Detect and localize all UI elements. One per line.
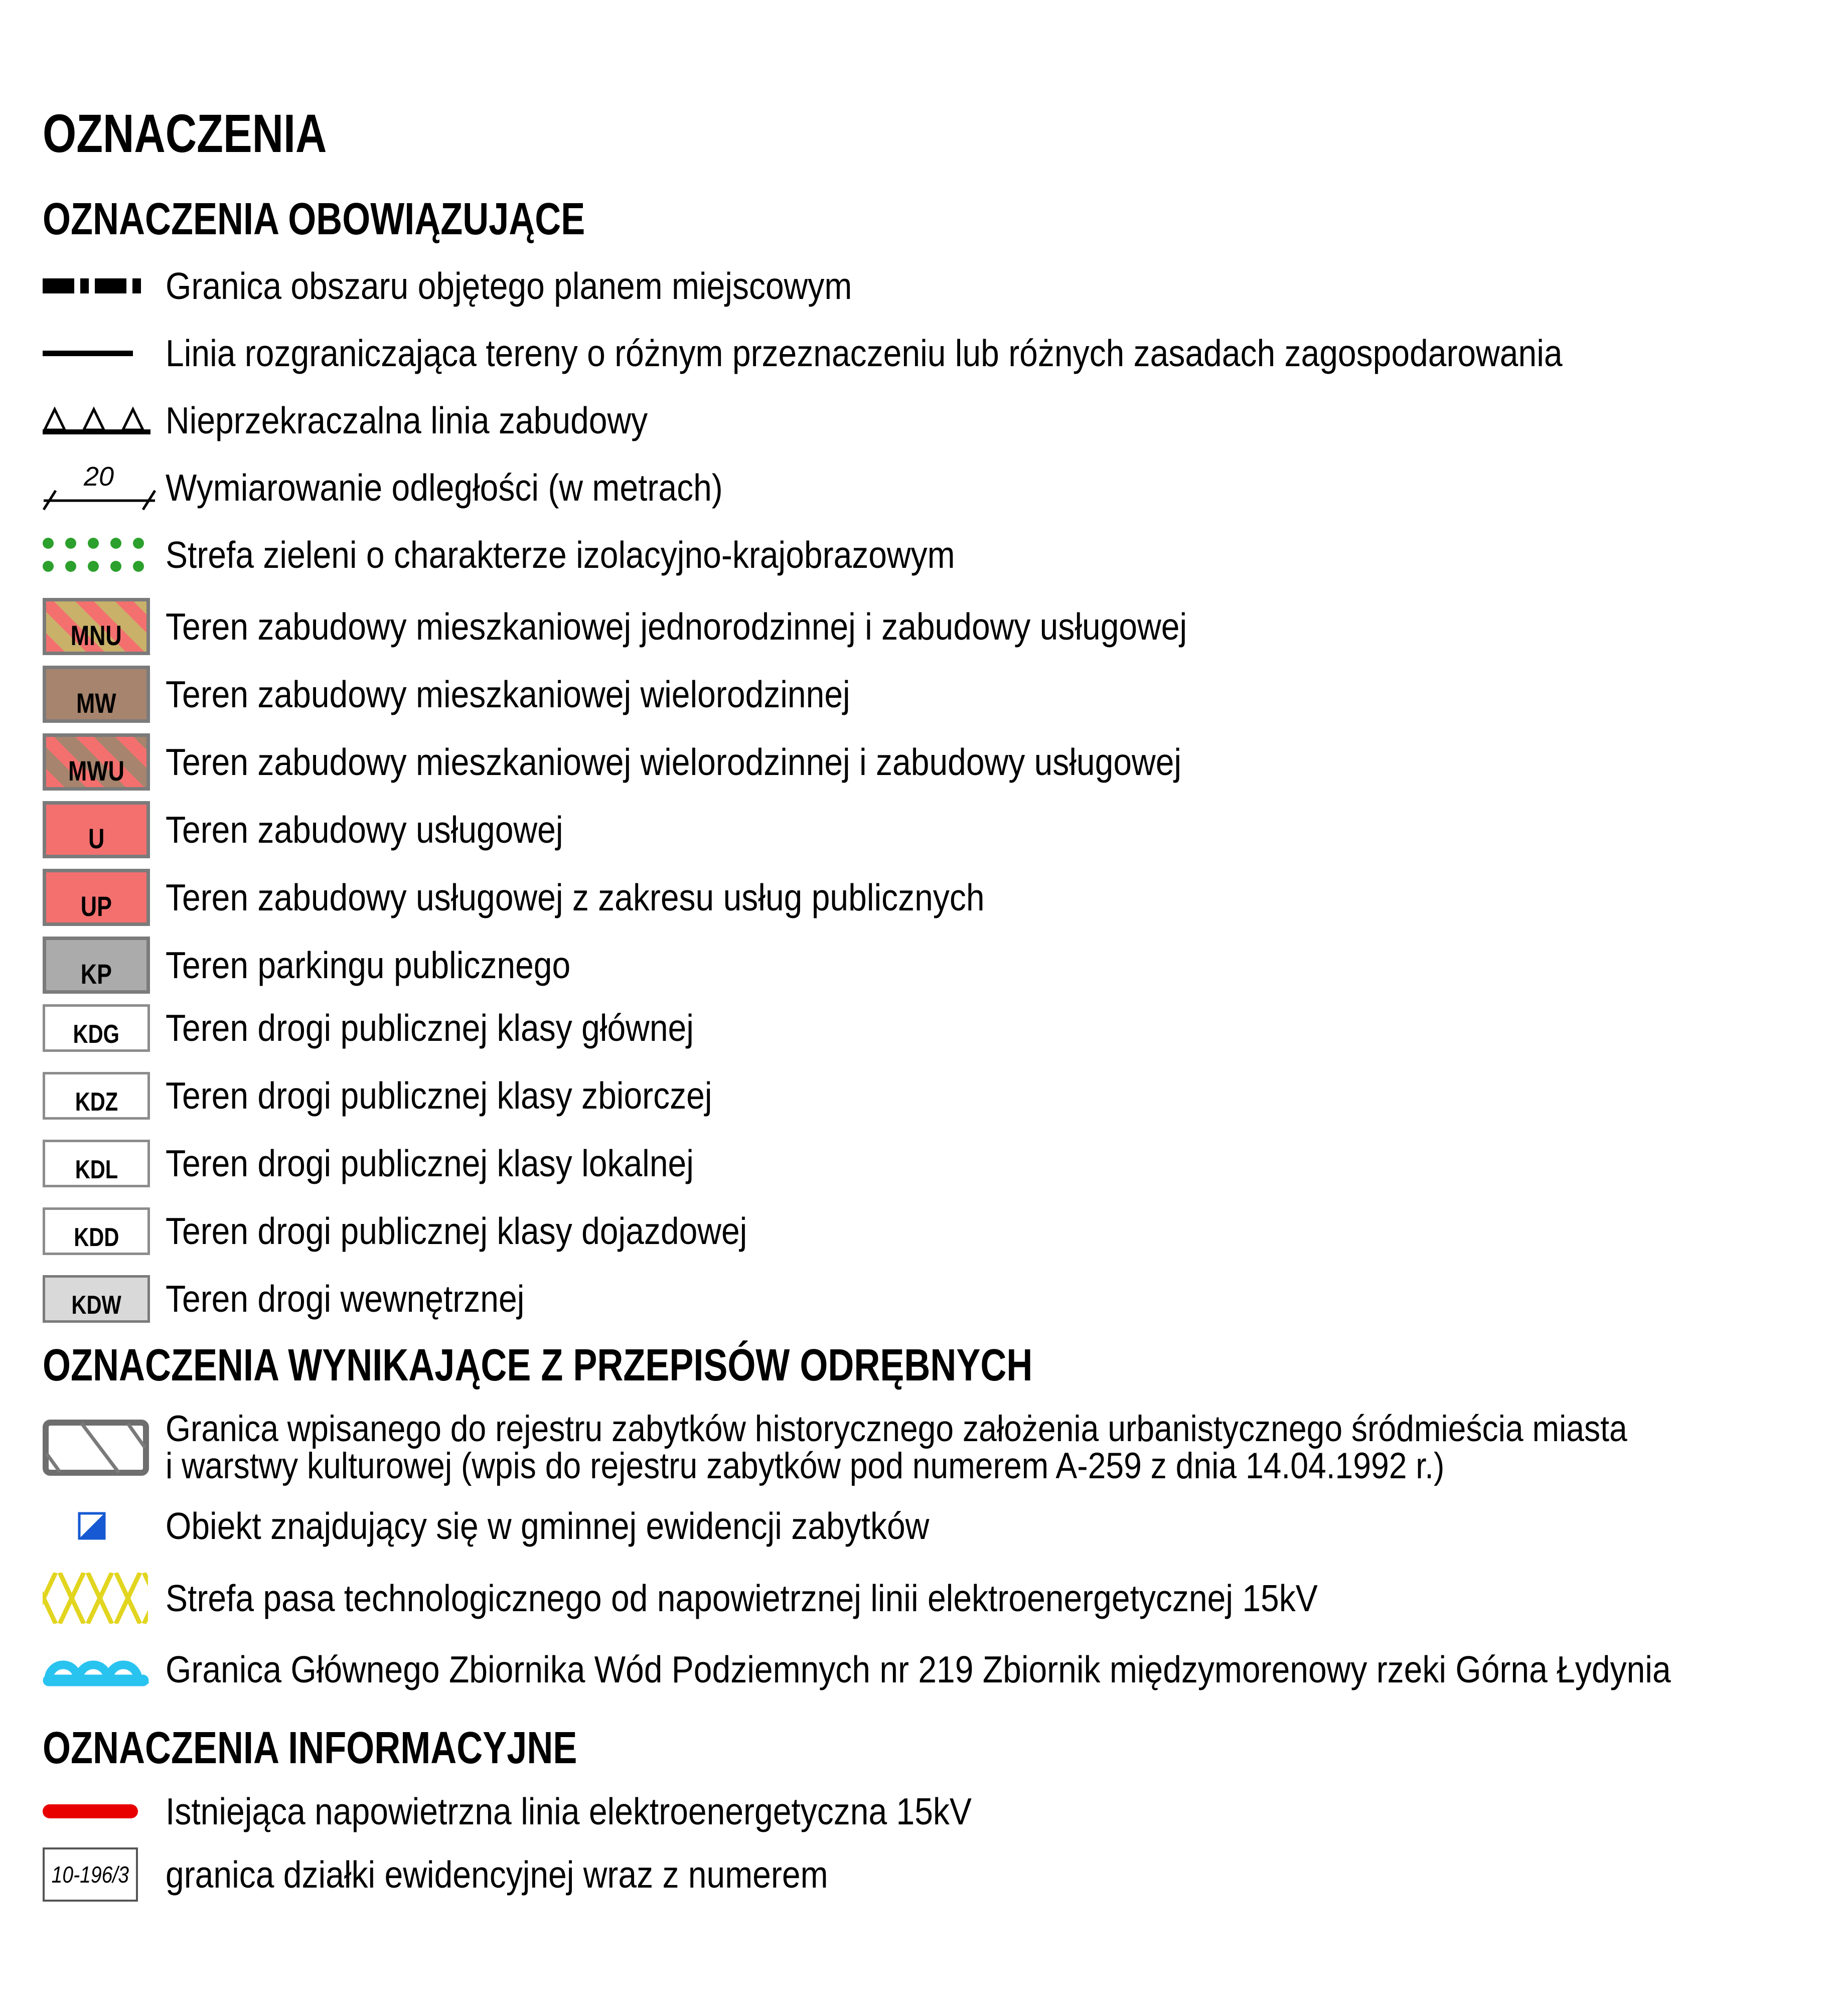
legend-item-label — [166, 1408, 1627, 1486]
line-with-triangles-icon — [43, 405, 150, 436]
legend-item-building-line — [43, 396, 1830, 444]
area-code: MWU — [68, 755, 124, 787]
area-code: KDD — [73, 1223, 119, 1252]
legend-item-label: granica działki ewidencyjnej wraz z numerem — [166, 1853, 828, 1896]
cyan-scallop-line-icon — [43, 1650, 156, 1688]
legend-item-parcel-boundary — [43, 1847, 1830, 1902]
dimension-value: 20 — [83, 463, 114, 492]
legend-item-label: Obiekt znajdujący się w gminnej ewidencji zabytków — [166, 1505, 930, 1547]
legend-item-label: Teren zabudowy mieszkaniowej jednorodzinnej i zabudowy usługowej — [166, 605, 1187, 648]
existing-power-line-symbol — [43, 1804, 166, 1818]
up-symbol — [43, 869, 166, 926]
legend-item-label: Teren drogi publicznej klasy dojazdowej — [166, 1210, 747, 1253]
yellow-lattice-icon — [43, 1573, 148, 1624]
legend-item-label: Granica obszaru objętego planem miejscowym — [166, 264, 852, 307]
dimensioning-symbol — [43, 463, 166, 512]
legend-item-label: Strefa pasa technologicznego od napowietrznej linii elektroenergetycznej 15kV — [166, 1577, 1318, 1620]
legend-item-dimensioning — [43, 463, 1830, 512]
area-code: KP — [80, 958, 112, 990]
legend-item-label: Strefa zieleni o charakterze izolacyjno-krajobrazowym — [166, 533, 955, 576]
parcel-boundary-symbol — [43, 1847, 166, 1902]
legend-item-mnu — [43, 598, 1830, 655]
legend-item-label: Teren zabudowy usługowej z zakresu usług publicznych — [166, 876, 985, 918]
area-code: MW — [76, 687, 116, 719]
legend-item-kdl — [43, 1140, 1830, 1187]
legend-item-label: Teren zabudowy mieszkaniowej wielorodzinnej i zabudowy usługowej — [166, 740, 1182, 783]
section-heading-informational: OZNACZENIA INFORMACYJNE — [43, 1723, 577, 1773]
legend-item-label: Teren zabudowy mieszkaniowej wielorodzinnej — [166, 673, 850, 715]
legend-item-kdw — [43, 1275, 1830, 1323]
dimension-line-icon — [43, 463, 158, 512]
mwu-area-swatch — [43, 733, 150, 791]
kdg-symbol — [43, 1004, 166, 1052]
parcel-number: 10-196/3 — [51, 1861, 129, 1888]
legend-item-kdg — [43, 1004, 1830, 1052]
legend-item-label: Teren drogi wewnętrznej — [166, 1278, 525, 1320]
legend-item-label: Teren zabudowy usługowej — [166, 808, 563, 851]
mwu-symbol — [43, 733, 166, 791]
legend-item-kdz — [43, 1072, 1830, 1120]
section-heading-separate-regulations: OZNACZENIA WYNIKAJĄCE Z PRZEPISÓW ODRĘBNYCH — [43, 1340, 1033, 1390]
label-line-1: Granica wpisanego do rejestru zabytków historycznego założenia urbanistycznego śródmieścia miasta — [166, 1408, 1627, 1449]
legend-item-dividing-line — [43, 329, 1830, 377]
legend-item-groundwater-boundary — [43, 1648, 1830, 1691]
groundwater-boundary-symbol — [43, 1650, 166, 1688]
kdd-symbol — [43, 1207, 166, 1255]
legend-item-kp — [43, 937, 1830, 994]
legend-item-mw — [43, 666, 1830, 723]
mnu-symbol — [43, 598, 166, 655]
solid-line-icon — [43, 351, 133, 356]
legend-item-up — [43, 869, 1830, 926]
heritage-boundary-symbol — [43, 1420, 166, 1476]
kp-area-swatch — [43, 937, 150, 994]
legend-item-label: Teren drogi publicznej klasy głównej — [166, 1007, 694, 1049]
legend-item-technological-strip — [43, 1572, 1830, 1625]
kdw-area-swatch — [43, 1275, 150, 1323]
kdw-symbol — [43, 1275, 166, 1323]
legend-item-green-zone — [43, 531, 1830, 579]
kdl-symbol — [43, 1140, 166, 1187]
legend-item-label: Linia rozgraniczająca tereny o różnym przeznaczeniu lub różnych zasadach zagospodarowania — [166, 332, 1563, 374]
mw-symbol — [43, 666, 166, 723]
kdg-area-swatch — [43, 1004, 150, 1052]
legend-item-mwu — [43, 733, 1830, 791]
u-area-swatch — [43, 801, 150, 858]
area-code: KDW — [71, 1291, 121, 1320]
kdd-area-swatch — [43, 1207, 150, 1255]
building-line-symbol — [43, 405, 166, 436]
u-symbol — [43, 801, 166, 858]
kdl-area-swatch — [43, 1140, 150, 1187]
area-code: MNU — [70, 619, 122, 651]
legend-item-label: Istniejąca napowietrzna linia elektroenergetyczna 15kV — [166, 1790, 972, 1832]
mnu-area-swatch — [43, 598, 150, 655]
area-code: KDZ — [75, 1088, 118, 1117]
plan-boundary-symbol — [43, 278, 166, 293]
green-zone-symbol — [43, 538, 166, 572]
blue-triangle-square-icon — [78, 1512, 106, 1540]
label-line-2: i warstwy kulturowej (wpis do rejestru zabytków pod numerem A-259 z dnia 14.04.1992 r.) — [166, 1446, 1445, 1486]
legend-item-kdd — [43, 1207, 1830, 1255]
area-code: KDG — [73, 1020, 120, 1049]
area-code: KDL — [75, 1155, 118, 1184]
legend-item-label: Wymiarowanie odległości (w metrach) — [166, 466, 723, 509]
mw-area-swatch — [43, 666, 150, 723]
legend-item-plan-boundary — [43, 262, 1830, 310]
green-dots-icon — [43, 538, 144, 572]
technological-strip-symbol — [43, 1573, 166, 1624]
kp-symbol — [43, 937, 166, 994]
page-title: OZNACZENIA — [43, 103, 327, 164]
legend-item-existing-power-line — [43, 1790, 1830, 1833]
section-heading-mandatory: OZNACZENIA OBOWIĄZUJĄCE — [43, 194, 585, 244]
area-code: UP — [80, 890, 112, 922]
hatched-rect-icon — [43, 1420, 149, 1476]
legend-item-heritage-boundary — [43, 1410, 1830, 1485]
kdz-symbol — [43, 1072, 166, 1120]
legend-item-heritage-object — [43, 1504, 1830, 1547]
parcel-number-box-icon — [43, 1847, 138, 1902]
area-code: U — [88, 823, 105, 854]
up-area-swatch — [43, 869, 150, 926]
legend-item-u — [43, 801, 1830, 858]
legend-item-label: Nieprzekraczalna linia zabudowy — [166, 399, 648, 441]
legend-item-label: Teren drogi publicznej klasy lokalnej — [166, 1142, 694, 1185]
bold-dashed-line-icon — [43, 278, 141, 293]
heritage-object-symbol — [43, 1512, 166, 1540]
legend-item-label: Granica Głównego Zbiornika Wód Podziemnych nr 219 Zbiornik międzymorenowy rzeki Górna Łydynia — [166, 1648, 1671, 1691]
legend-item-label: Teren parkingu publicznego — [166, 944, 571, 986]
legend-item-label: Teren drogi publicznej klasy zbiorczej — [166, 1074, 712, 1117]
kdz-area-swatch — [43, 1072, 150, 1120]
red-line-icon — [43, 1804, 138, 1818]
dividing-line-symbol — [43, 351, 166, 356]
